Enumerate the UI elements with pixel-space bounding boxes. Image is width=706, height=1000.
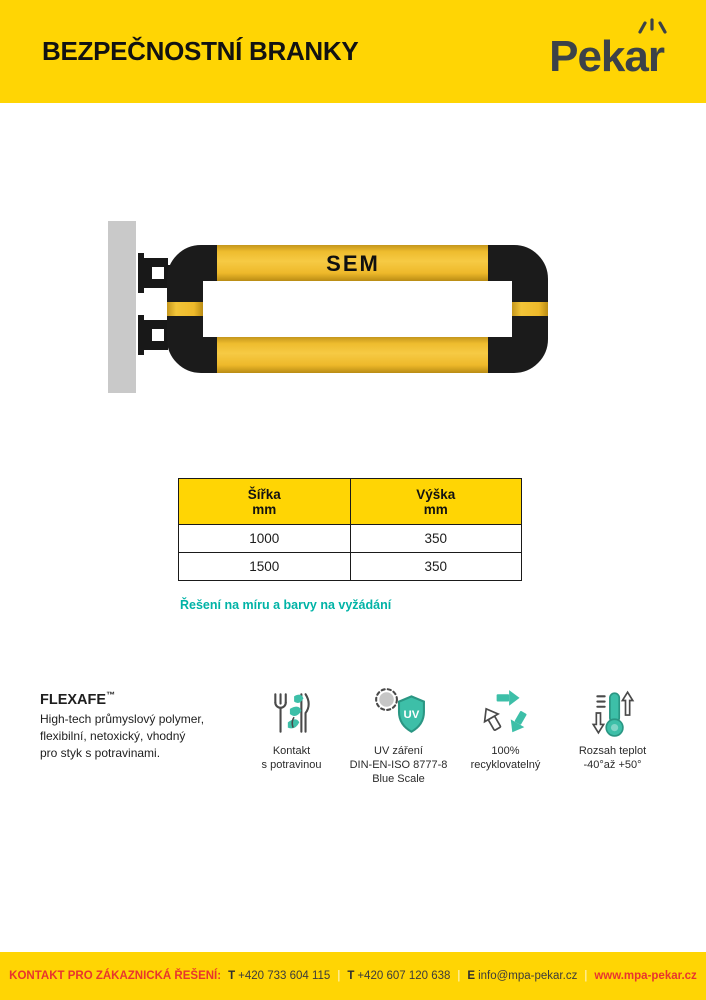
trademark-symbol: ™	[106, 690, 116, 700]
col-header-height	[350, 479, 522, 525]
separator: |	[337, 970, 341, 982]
custom-solutions-note: Řešení na míru a barvy na vyžádání	[180, 598, 392, 612]
header-bar	[0, 0, 706, 103]
recycle-icon	[481, 683, 531, 738]
cell-width-1: 1000	[179, 525, 351, 553]
feature-label: 100% recyklovatelný	[470, 745, 541, 771]
safety-gate-illustration	[95, 205, 565, 405]
pekar-logo	[549, 25, 664, 79]
col-width-label: Šířka	[247, 486, 281, 502]
col-height-label: Výška	[416, 486, 456, 502]
footer-contact-line	[9, 970, 697, 982]
col-header-width	[179, 479, 351, 525]
logo-spark-icon	[636, 17, 670, 35]
footer-bar	[0, 952, 706, 1000]
table-row	[179, 525, 522, 553]
dimensions-table	[178, 478, 522, 581]
feature-uv	[345, 683, 452, 786]
separator: |	[584, 970, 588, 982]
feature-label: Kontakt s potravinou	[261, 745, 322, 771]
wall-plate	[108, 221, 136, 393]
gate-right-band	[512, 302, 548, 316]
page-title: BEZPEČNOSTNÍ BRANKY	[42, 36, 359, 66]
pekar-logo-text: Pekar	[549, 31, 664, 81]
temperature-icon	[588, 683, 638, 738]
col-width-unit: mm	[252, 501, 277, 517]
table-row	[179, 553, 522, 581]
mounting-bracket-bottom	[138, 315, 170, 355]
material-desc-line: flexibilní, netoxický, vhodný	[40, 728, 186, 743]
phone-1: T +420 733 604 115	[228, 970, 331, 982]
col-height-unit: mm	[423, 501, 448, 517]
footer-label: KONTAKT PRO ZÁKAZNICKÁ ŘEŠENÍ:	[9, 970, 222, 982]
material-desc-line: High-tech průmyslový polymer,	[40, 711, 205, 726]
uv-shield-icon	[372, 683, 426, 738]
gate-left-band	[167, 302, 203, 316]
website-link[interactable]: www.mpa-pekar.cz	[594, 970, 697, 982]
feature-label: UV záření DIN-EN-ISO 8777-8 Blue Scale	[349, 745, 448, 785]
feature-list	[238, 683, 666, 786]
feature-food-contact	[238, 683, 345, 786]
cell-width-2: 1500	[179, 553, 351, 581]
email-link[interactable]: E info@mpa-pekar.cz	[467, 970, 578, 982]
table-header-row	[179, 479, 522, 525]
mounting-bracket-top	[138, 253, 170, 293]
separator: |	[457, 970, 461, 982]
material-description	[40, 711, 230, 762]
phone-2: T +420 607 120 638	[347, 970, 451, 982]
feature-temperature	[559, 683, 666, 786]
material-name-text: FLEXAFE	[40, 691, 107, 708]
material-desc-line: pro styk s potravinami.	[40, 745, 161, 760]
cell-height-1: 350	[350, 525, 522, 553]
product-image	[95, 205, 565, 405]
food-contact-icon	[267, 683, 317, 738]
feature-label: Rozsah teplot -40°až +50°	[578, 745, 647, 771]
svg-text:UV: UV	[403, 709, 419, 722]
gate-bottom-tube	[217, 337, 488, 373]
brand-label: SEM	[326, 251, 380, 276]
cell-height-2: 350	[350, 553, 522, 581]
material-block	[40, 690, 230, 762]
feature-recyclable	[452, 683, 559, 786]
material-name	[40, 690, 230, 708]
